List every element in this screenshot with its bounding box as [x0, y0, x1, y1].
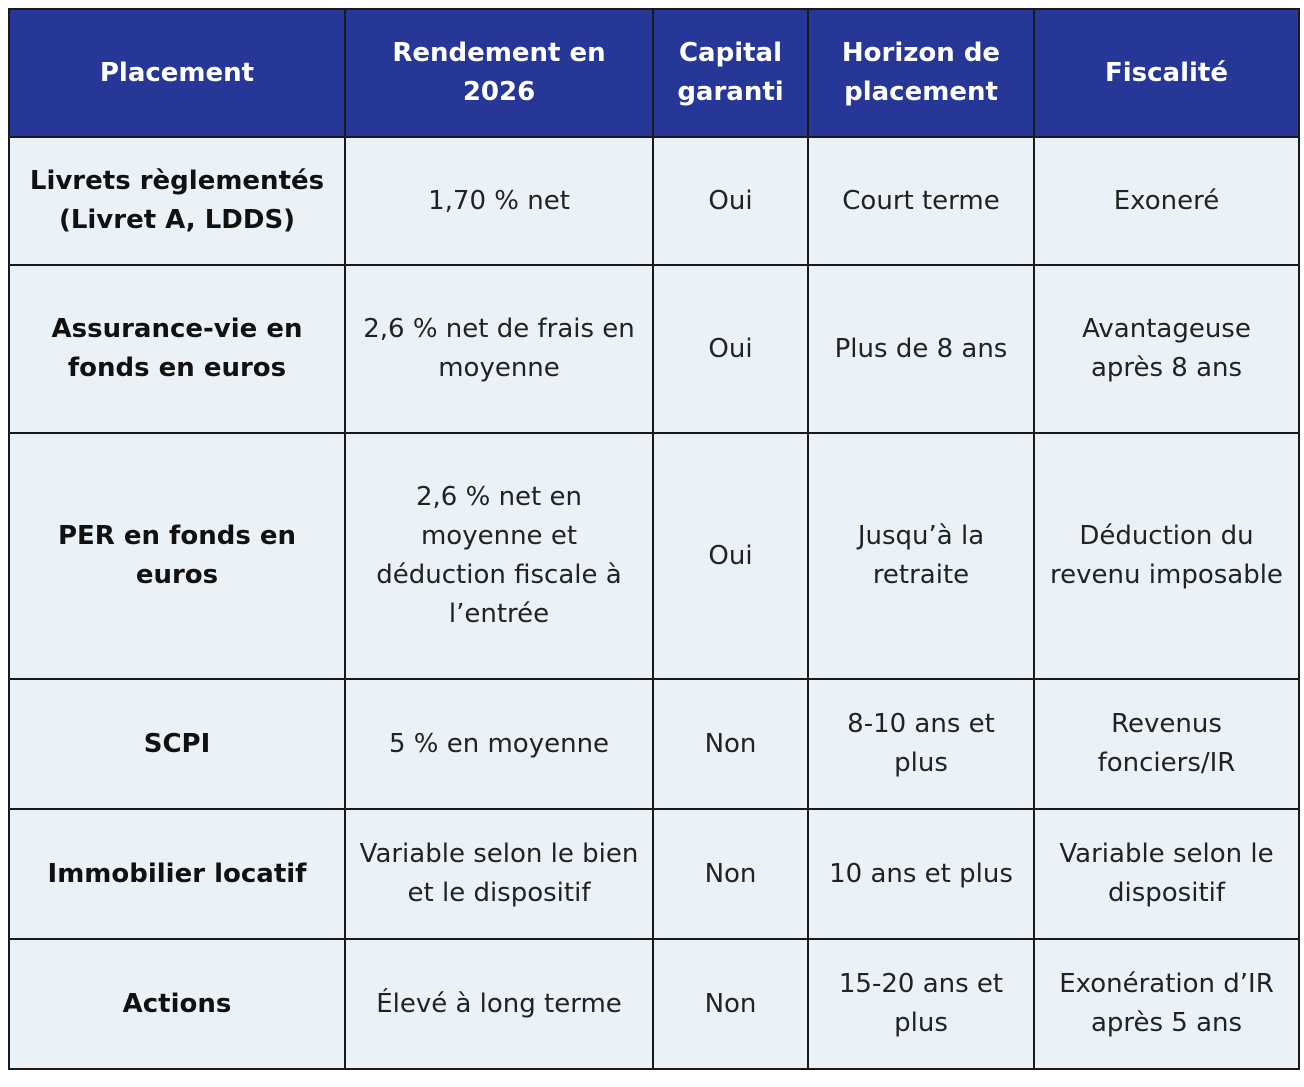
cell-fiscalite: Exonération d’IR après 5 ans — [1034, 939, 1299, 1069]
cell-placement: PER en fonds en euros — [9, 433, 345, 679]
header-horizon: Horizon de placement — [808, 9, 1034, 137]
cell-horizon: Court terme — [808, 137, 1034, 265]
header-placement: Placement — [9, 9, 345, 137]
cell-capital-garanti: Non — [653, 809, 808, 939]
table-row — [9, 809, 1299, 939]
cell-fiscalite: Revenus fonciers/IR — [1034, 679, 1299, 809]
cell-placement: Assurance-vie en fonds en euros — [9, 265, 345, 433]
cell-placement: SCPI — [9, 679, 345, 809]
cell-placement: Immobilier locatif — [9, 809, 345, 939]
cell-fiscalite: Exoneré — [1034, 137, 1299, 265]
cell-rendement: 2,6 % net en moyenne et déduction fiscale à l’entrée — [345, 433, 653, 679]
cell-horizon: Plus de 8 ans — [808, 265, 1034, 433]
cell-rendement: 1,70 % net — [345, 137, 653, 265]
table-row — [9, 265, 1299, 433]
cell-fiscalite: Variable selon le dispositif — [1034, 809, 1299, 939]
cell-rendement: Variable selon le bien et le dispositif — [345, 809, 653, 939]
cell-capital-garanti: Oui — [653, 137, 808, 265]
cell-capital-garanti: Oui — [653, 265, 808, 433]
cell-capital-garanti: Non — [653, 679, 808, 809]
cell-capital-garanti: Oui — [653, 433, 808, 679]
cell-fiscalite: Avantageuse après 8 ans — [1034, 265, 1299, 433]
comparison-table-container — [8, 8, 1298, 1070]
header-capital-garanti: Capital garanti — [653, 9, 808, 137]
cell-horizon: 15-20 ans et plus — [808, 939, 1034, 1069]
table-row — [9, 939, 1299, 1069]
cell-rendement: 2,6 % net de frais en moyenne — [345, 265, 653, 433]
table-row — [9, 433, 1299, 679]
cell-horizon: 8-10 ans et plus — [808, 679, 1034, 809]
cell-rendement: Élevé à long terme — [345, 939, 653, 1069]
table-row — [9, 137, 1299, 265]
header-fiscalite: Fiscalité — [1034, 9, 1299, 137]
cell-rendement: 5 % en moyenne — [345, 679, 653, 809]
cell-placement: Actions — [9, 939, 345, 1069]
table-header-row — [9, 9, 1299, 137]
header-rendement: Rendement en 2026 — [345, 9, 653, 137]
investment-comparison-table — [8, 8, 1300, 1070]
cell-placement: Livrets règlementés (Livret A, LDDS) — [9, 137, 345, 265]
cell-horizon: 10 ans et plus — [808, 809, 1034, 939]
cell-fiscalite: Déduction du revenu imposable — [1034, 433, 1299, 679]
cell-capital-garanti: Non — [653, 939, 808, 1069]
cell-horizon: Jusqu’à la retraite — [808, 433, 1034, 679]
table-row — [9, 679, 1299, 809]
